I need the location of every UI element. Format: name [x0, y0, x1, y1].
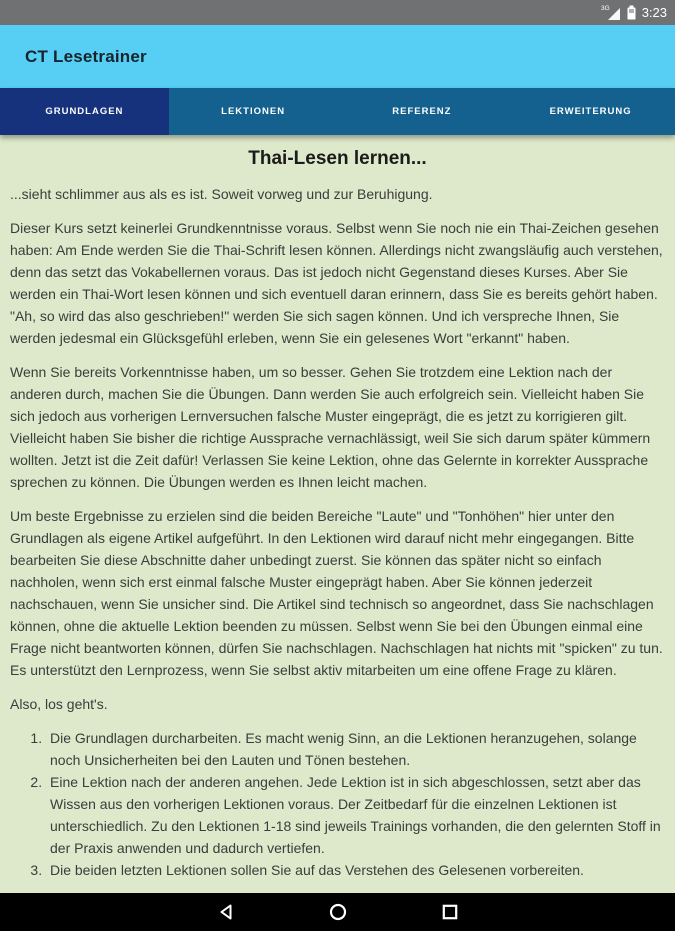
article-paragraph: ...sieht schlimmer aus als es ist. Soweit vorweg und zur Beruhigung. — [10, 186, 433, 202]
battery-icon — [626, 4, 637, 21]
article-paragraph: Wenn Sie bereits Vorkenntnisse haben, um so besser. Gehen Sie trotzdem eine Lektion nach der anderen durch, machen Sie die Übungen. Dann werden Sie auch erfolgreich sein. Vielleicht haben Sie sich jedoch aus vorherigen Lernversuchen falsche Muster eingeprägt, die es jetzt zu korrigieren gilt. Vielleicht haben Sie bisher die richtige Aussprache vernachlässigt, weil Sie sich darum später kümmern wollten. Jetzt ist die Zeit dafür! Verlassen Sie keine Lektion, ohne das Gelernte in korrekter Aussprache sprechen zu können. Die Übungen werden es Ihnen leicht machen. — [10, 364, 651, 490]
recents-button[interactable] — [440, 902, 460, 922]
network-indicator-3g: 3G — [600, 5, 610, 12]
tab-erweiterung[interactable] — [506, 88, 675, 135]
tab-referenz[interactable] — [338, 88, 507, 135]
article-paragraph: Um beste Ergebnisse zu erzielen sind die beiden Bereiche "Laute" und "Tonhöhen" hier unter den Grundlagen als eigene Artikel aufgeführt. In den Lektionen wird darauf nicht mehr eingegangen. Bitte bearbeiten Sie diese Abschnitte daher unbedingt zuerst. Sie können das später nicht so einfach nachholen, wenn sich erst einmal falsche Muster eingeprägt haben. Aber Sie können jederzeit nachschauen, wenn Sie unsicher sind. Die Artikel sind technisch so angeordnet, dass Sie nachschlagen können, ohne die aktuelle Lektion beenden zu müssen. Selbst wenn Sie bei den Übungen einmal eine Frage nicht beantworten können, dürfen Sie nachschlagen. Nachschlagen hat nichts mit "spicken" zu tun. Es unterstützt den Lernprozess, wenn Sie selbst aktiv mitarbeiten um eine offene Frage zu klären. — [10, 508, 663, 678]
status-bar — [0, 0, 675, 25]
navigation-bar — [0, 893, 675, 931]
app-title: CT Lesetrainer — [25, 46, 147, 66]
article-paragraph: Also, los geht's. — [10, 696, 108, 712]
home-icon — [328, 902, 348, 922]
status-time: 3:23 — [641, 5, 667, 20]
home-button[interactable] — [328, 902, 348, 922]
tab-lektionen[interactable] — [169, 88, 338, 135]
tab-label: REFERENZ — [392, 106, 452, 117]
article-content[interactable] — [0, 135, 675, 893]
article-paragraph: Dieser Kurs setzt keinerlei Grundkenntnisse voraus. Selbst wenn Sie noch nie ein Thai-Zeichen gesehen haben: Am Ende werden Sie die Thai-Schrift lesen können. Allerdings nicht zwangsläufig auch verstehen, denn das setzt das Vokabellernen voraus. Das ist jedoch nicht Gegenstand dieses Kurses. Aber Sie werden ein Thai-Wort lesen können und sich eventuell daran erinnern, dass Sie es bereits gehört haben. "Ah, so wird das also geschrieben!" werden Sie sich sagen können. Und ich verspreche Ihnen, Sie werden jedesmal ein Glücksgefühl erleben, wenn Sie ein gelesenes Wort "erkannt" haben. — [10, 220, 663, 346]
list-item: 1. Die Grundlagen durcharbeiten. Es macht wenig Sinn, an die Lektionen heranzugehen, solange noch Unsicherheiten bei den Lauten und Tönen bestehen. — [46, 727, 665, 771]
tab-label: GRUNDLAGEN — [45, 106, 124, 117]
tab-bar — [0, 88, 675, 135]
recents-icon — [440, 902, 460, 922]
tab-label: ERWEITERUNG — [549, 106, 632, 117]
list-item: 3. Die beiden letzten Lektionen sollen Sie auf das Verstehen des Gelesenen vorbereiten. — [46, 859, 665, 881]
cell-signal-icon — [601, 4, 621, 21]
back-icon — [216, 902, 236, 922]
back-button[interactable] — [216, 902, 236, 922]
list-item: 2. Eine Lektion nach der anderen angehen. Jede Lektion ist in sich abgeschlossen, setzt aber das Wissen aus den vorherigen Lektionen voraus. Der Zeitbedarf für die einzelnen Lektionen ist unterschiedlich. Zu den Lektionen 1-18 sind jeweils Trainings vorhanden, die den gelernten Stoff in der Praxis anwenden und dadurch vertiefen. — [46, 771, 665, 859]
tab-label: LEKTIONEN — [221, 106, 286, 117]
article-heading: Thai-Lesen lernen... — [248, 148, 427, 169]
app-bar — [0, 25, 675, 88]
steps-list — [10, 727, 665, 881]
tab-grundlagen[interactable] — [0, 88, 169, 135]
